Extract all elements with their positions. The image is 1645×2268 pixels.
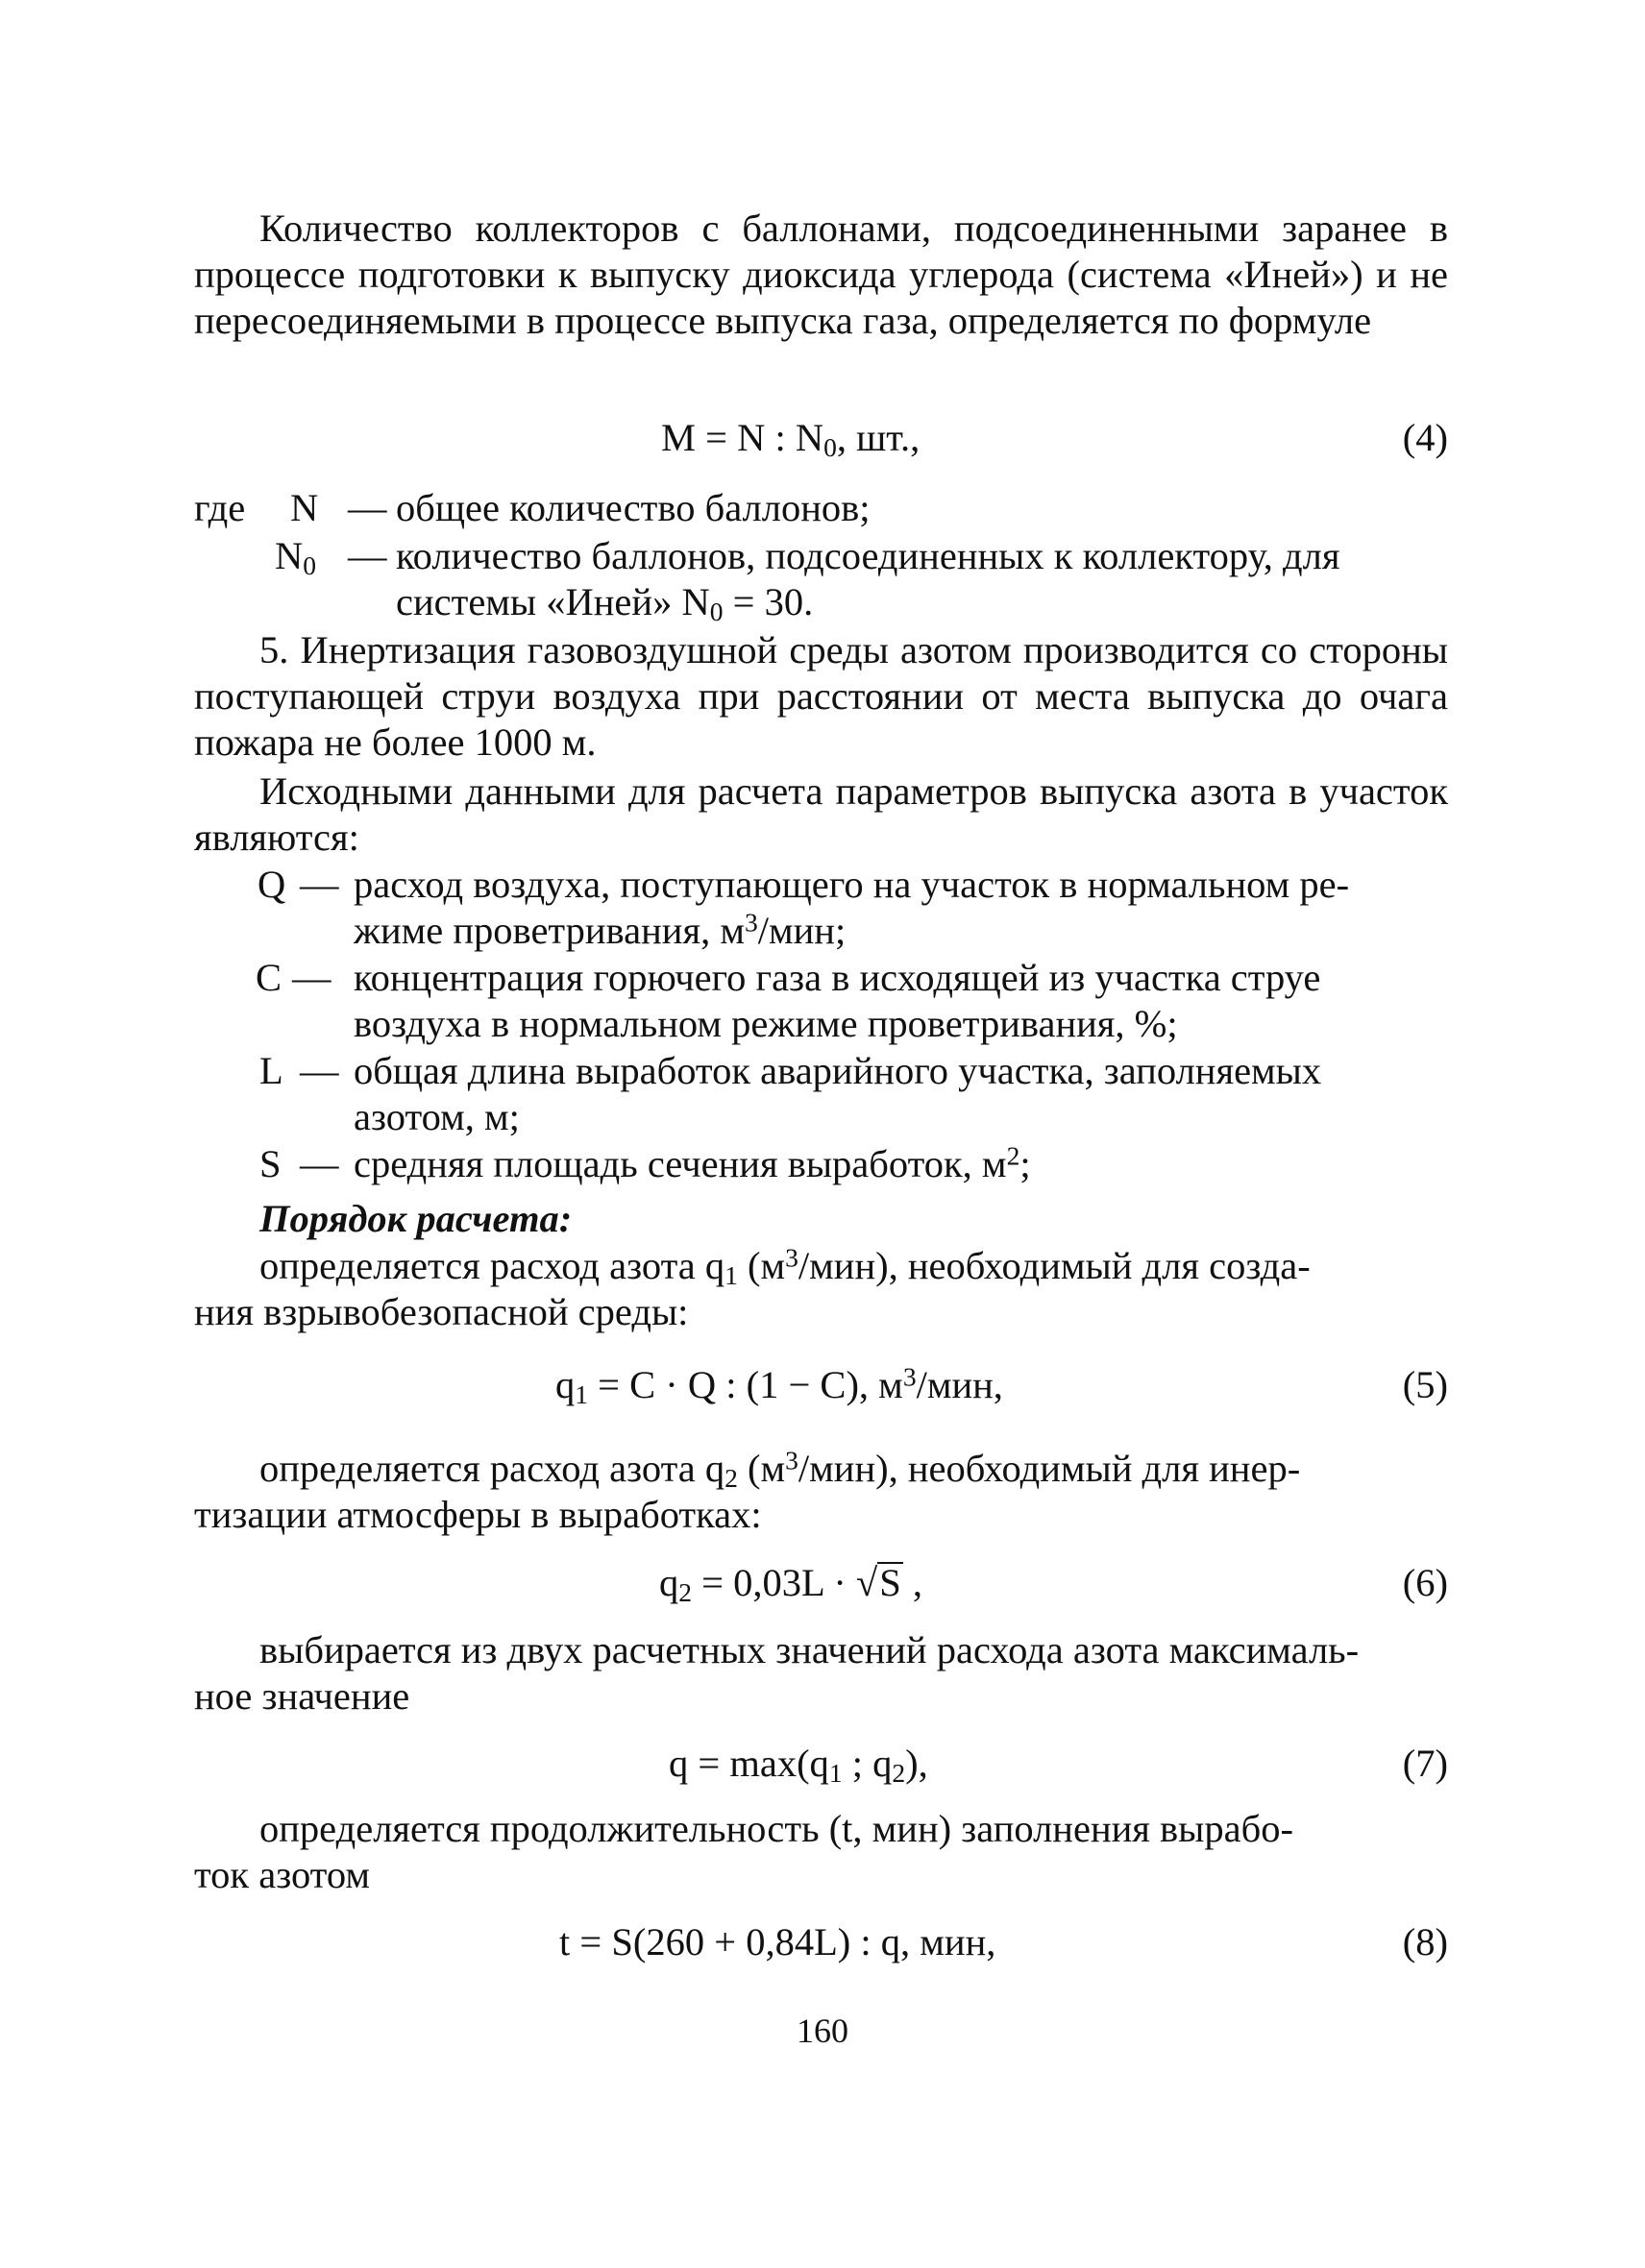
input-text-C-line1: концентрация горючего газа в исходящей из участка струе (354, 956, 1321, 999)
step-q1-line2: ния взрывобезопасной среды: (194, 1290, 689, 1333)
paragraph-5: 5. Инертизация газовоздушной среды азотом производится со стороны поступающей струи воздуха при расстоянии от места выпуска до очага пожара не более 1000 м. (194, 628, 1448, 764)
input-symbol-C: C (256, 956, 282, 999)
step-max-line2: ное значение (194, 1674, 410, 1718)
step-q2-line1: определяется расход азота $q_2$ $(м^3/мин)$, необходимый для инер- (259, 1445, 1301, 1494)
intro-paragraph: Количество коллекторов с баллонами, подсоединенными заранее в процессе подготовки к выпуску диоксида углерода (система «Иней») и не пересоединяемыми в процессе выпуска газа, определяется по формуле (194, 207, 1448, 342)
step-q1-line1: определяется расход азота $q_1$ $(м^3/мин)$, необходимый для созда- (259, 1242, 1311, 1291)
formula-5: $q_1 = C \cdot Q$ : (1 − C), $м^3$/мин, (555, 1361, 1003, 1410)
input-data-intro: Исходными данными для расчета параметров выпуска азота в участок являются: (194, 769, 1448, 859)
input-text-Q-line1: расход воздуха, поступающего на участок в нормальном ре- (354, 863, 1350, 906)
step-max-line1: выбирается из двух расчетных значений расхода азота максималь- (259, 1628, 1360, 1671)
formula-8: t = S(260 + 0,84L) : q, мин, (559, 1920, 996, 1963)
formula-6: $q_2 = 0,03L \cdot √S$ , (659, 1561, 922, 1608)
procedure-heading: Порядок расчета: (259, 1197, 573, 1240)
def-text-N0-line2: системы «Иней» $N_0 = 30$. (396, 580, 814, 627)
def-dash: — (348, 486, 387, 529)
formula-5-number: (5) (1402, 1363, 1448, 1406)
input-dash: — (292, 956, 331, 999)
formula-7-number: (7) (1402, 1742, 1448, 1785)
def-symbol-N0: $N_0$ (275, 534, 317, 581)
where-label: где (194, 486, 246, 529)
step-q2-line2: тизации атмосферы в выработках: (194, 1493, 762, 1536)
formula-4: M = N : $N_0$, шт., (661, 416, 921, 463)
step-t-line2: ток азотом (194, 1853, 370, 1896)
input-symbol-L: L (259, 1049, 283, 1092)
formula-6-number: (6) (1402, 1561, 1448, 1604)
input-text-L-line2: азотом, м; (354, 1095, 520, 1138)
input-symbol-S: S (259, 1142, 282, 1185)
def-text-N0-line1: количество баллонов, подсоединенных к коллектору, для (396, 534, 1340, 577)
input-dash: — (300, 1142, 339, 1185)
page-number: 160 (797, 2012, 848, 2050)
input-text-C-line2: воздуха в нормальном режиме проветривания, %; (354, 1002, 1178, 1045)
input-text-Q-line2: жиме проветривания, $м^3$/мин; (354, 907, 847, 952)
formula-4-number: (4) (1402, 416, 1448, 459)
sqrt-symbol: √S (855, 1561, 901, 1604)
def-text-N: общее количество баллонов; (396, 486, 871, 529)
input-dash: — (300, 1049, 339, 1092)
formula-7: $q = \max(q_1$ ; $q_2$), (669, 1742, 928, 1789)
input-text-L-line1: общая длина выработок аварийного участка, заполняемых (354, 1049, 1322, 1092)
step-t-line1: определяется продолжительность (t, мин) заполнения вырабо- (259, 1807, 1293, 1850)
def-dash: — (348, 534, 387, 577)
input-dash: — (300, 863, 339, 906)
input-symbol-Q: Q (258, 863, 286, 906)
input-text-S: средняя площадь сечения выработок, $м^2$; (354, 1140, 1031, 1185)
formula-8-number: (8) (1402, 1920, 1448, 1963)
def-symbol-N: N (290, 486, 319, 529)
